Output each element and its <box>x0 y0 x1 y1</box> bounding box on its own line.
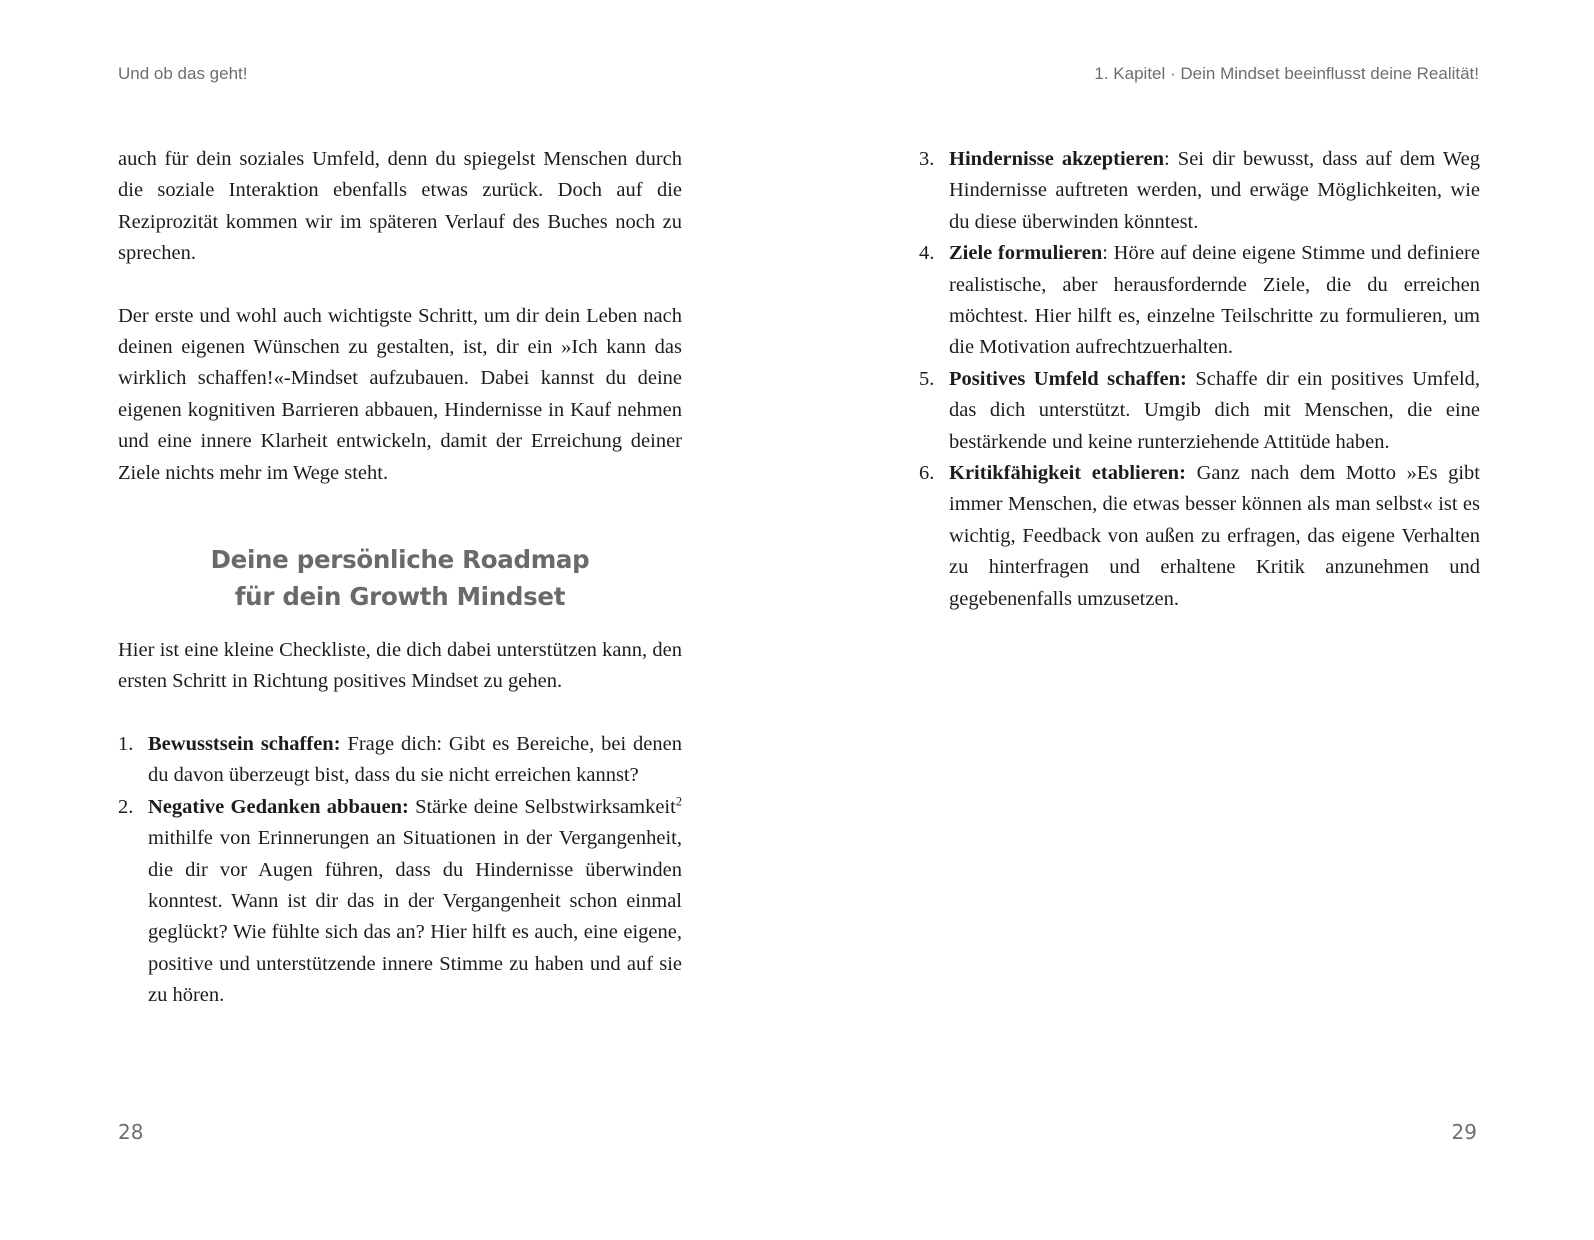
paragraph: Der erste und wohl auch wichtigste Schritt, um dir dein Leben nach deinen eigenen Wünschen zu gestalten, ist, dir ein »Ich kann das wirklich schaffen!«-Mindset aufzubauen. Dabei kannst du deine eigenen kognitiven Barrieren abbauen, Hindernisse in Kauf nehmen und eine innere Klarheit entwickeln, damit der Erreichung deiner Ziele nichts mehr im Wege steht. <box>118 304 682 484</box>
intro-paragraph: Hier ist eine kleine Checkliste, die dich dabei unterstützen kann, den ersten Schritt in Richtung positives Mindset zu gehen. <box>118 639 682 693</box>
list-number: 5. <box>919 367 935 390</box>
list-text: : Sei dir bewusst, dass auf dem Weg Hindernisse auftreten werden, und erwäge Möglichkeiten, wie du diese überwinden könntest. <box>949 148 1480 233</box>
list-text: mithilfe von Erinnerungen an Situationen in der Vergangenheit, die dir vor Augen führen, dass du Hindernisse überwinden konntest. Wann ist dir das in der Vergangenheit schon einmal geglückt? Wie fühlte sich das an? Hier hilft es auch, eine eigene, positive und unterstützende innere Stimme zu haben und auf sie zu hören. <box>148 827 682 1007</box>
list-item <box>919 364 1480 458</box>
list-item <box>118 792 682 1012</box>
list-term: Negative Gedanken abbauen: <box>148 795 409 818</box>
right-text-column <box>919 144 1480 615</box>
list-text: Frage dich: Gibt es Bereiche, bei denen du davon überzeugt bist, dass du sie nicht erreichen kannst? <box>148 732 682 787</box>
list-text: Schaffe dir ein positives Umfeld, das dich unterstützt. Umgib dich mit Menschen, die eine bestärkende und keine runterziehende Attitüde haben. <box>949 367 1481 453</box>
list-item <box>118 729 682 792</box>
left-text-column <box>118 144 682 1012</box>
list-number: 6. <box>919 462 935 485</box>
list-text: : Höre auf deine eigene Stimme und definiere realistische, aber herausfordernde Ziele, die du erreichen möchtest. Hier hilft es, einzelne Teilschritte zu formulieren, um die Motivation aufrechtzuerhalten. <box>949 242 1480 359</box>
list-term: Kritikfähigkeit etablieren: <box>949 462 1186 485</box>
footnote-marker[interactable]: 2 <box>675 794 682 809</box>
page-number: 29 <box>1451 1120 1477 1144</box>
running-head: 1. Kapitel · Dein Mindset beeinflusst deine Realität! <box>1094 64 1479 83</box>
running-head: Und ob das geht! <box>118 64 248 83</box>
paragraph: auch für dein soziales Umfeld, denn du spiegelst Menschen durch die soziale Interaktion ebenfalls etwas zurück. Doch auf die Reziprozität kommen wir im späteren Verlauf des Buches noch zu sprechen. <box>118 148 682 265</box>
checklist <box>118 729 682 1012</box>
right-page <box>797 0 1594 1240</box>
list-text: Ganz nach dem Motto »Es gibt immer Menschen, die etwas besser können als man selbst« ist es wichtig, Feedback von außen zu erfragen, das eigene Verhalten zu hinterfragen und erhaltene Kritik anzunehmen und gegebenenfalls umzusetzen. <box>949 462 1480 610</box>
list-item <box>919 458 1480 615</box>
list-term: Positives Umfeld schaffen: <box>949 367 1187 390</box>
list-item <box>919 144 1480 238</box>
list-number: 2. <box>118 795 134 818</box>
checklist <box>919 144 1480 615</box>
list-number: 3. <box>919 148 935 170</box>
list-text: Stärke deine Selbstwirksamkeit <box>408 795 676 818</box>
list-term: Hindernisse akzeptieren <box>949 148 1164 170</box>
heading-line: für dein Growth Mindset <box>234 582 566 612</box>
list-term: Bewusstsein schaffen: <box>148 732 341 755</box>
section-heading <box>118 541 682 615</box>
list-item <box>919 238 1480 364</box>
heading-line: Deine persönliche Roadmap <box>210 545 590 575</box>
page-number: 28 <box>118 1120 144 1144</box>
list-number: 1. <box>118 732 134 755</box>
list-number: 4. <box>919 242 935 265</box>
list-term: Ziele formulieren <box>949 242 1103 265</box>
